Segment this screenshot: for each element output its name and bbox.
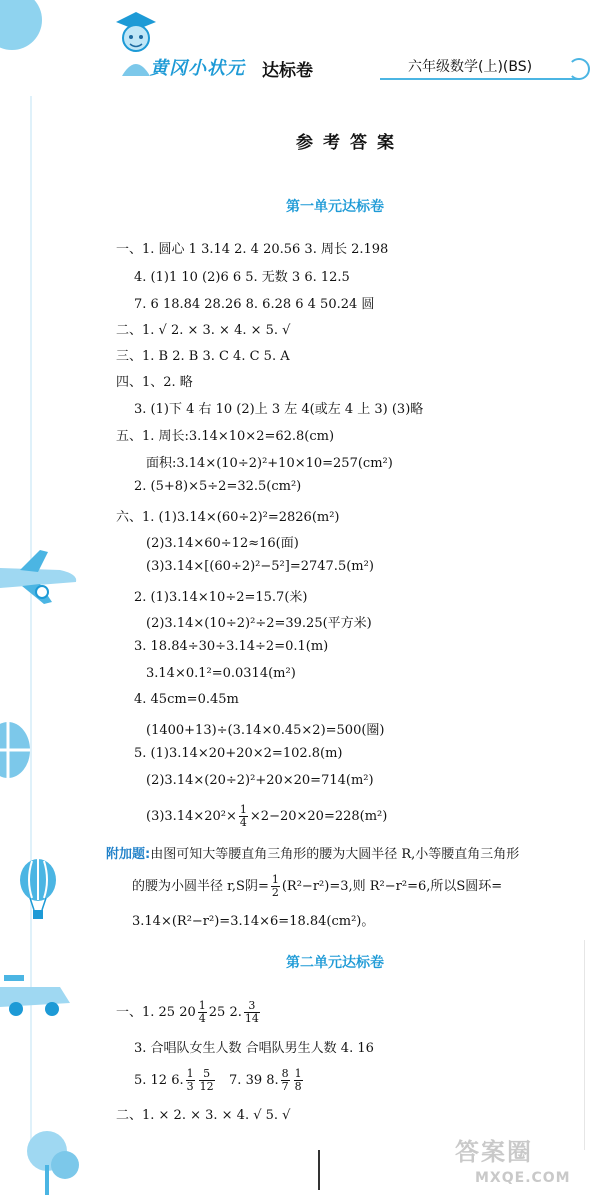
fraction-1-8: $\frac{1}{8}$ bbox=[294, 1067, 302, 1093]
tree-icon bbox=[15, 1125, 85, 1195]
u2-line-1: 一、1. 25 20 $\frac{1}{4}$ 25 2. $\frac{3}{14}$ bbox=[116, 999, 259, 1025]
fraction-one-half: $\frac{1}{2}$ bbox=[271, 873, 279, 899]
bonus-line-3: 3.14×(R²−r²)=3.14×6=18.84(cm²)。 bbox=[132, 914, 375, 929]
unit1-title: 第一单元达标卷 bbox=[286, 199, 384, 215]
u1-line-5: 三、1. B 2. B 3. C 4. C 5. A bbox=[116, 349, 290, 364]
u1-line-2: 4. (1)1 10 (2)6 6 5. 无数 3 6. 12.5 bbox=[134, 270, 350, 285]
u1-line-22 bbox=[146, 804, 387, 829]
logo-suffix: 达标卷 bbox=[262, 61, 313, 81]
page-title: 参考答案 bbox=[296, 133, 404, 153]
swirl-icon bbox=[568, 58, 590, 80]
vehicle-icon bbox=[0, 965, 72, 1021]
u2-line-2: 3. 合唱队女生人数 合唱队男生人数 4. 16 bbox=[134, 1041, 374, 1056]
watermark-logo: 答案圈 bbox=[455, 1138, 533, 1166]
bonus-line-1: 附加题:由图可知大等腰直角三角形的腰为大圆半径 R,小等腰直角三角形 bbox=[106, 847, 520, 862]
bonus-label: 附加题: bbox=[106, 847, 151, 862]
page-header bbox=[0, 0, 594, 96]
grade-label: 六年级数学(上)(BS) bbox=[408, 59, 533, 75]
u1-line-4: 二、1. √ 2. × 3. × 4. × 5. √ bbox=[116, 323, 291, 338]
u2-line-4: 二、1. × 2. × 3. × 4. √ 5. √ bbox=[116, 1108, 291, 1123]
fraction-5-12: $\frac{5}{12}$ bbox=[199, 1067, 214, 1093]
u1-line-16: 3. 18.84÷30÷3.14÷2=0.1(m) bbox=[134, 639, 329, 654]
u1-line-22-a: (3)3.14×20²× bbox=[146, 809, 237, 824]
u1-line-18: 4. 45cm=0.45m bbox=[134, 692, 239, 707]
right-margin-line bbox=[584, 940, 585, 1150]
u1-line-15: (2)3.14×(10÷2)²÷2=39.25(平方米) bbox=[146, 616, 372, 631]
logo-text: 黄冈小状元 bbox=[150, 58, 245, 79]
fraction-8-7: $\frac{8}{7}$ bbox=[281, 1067, 289, 1093]
u1-line-20: 5. (1)3.14×20+20×2=102.8(m) bbox=[134, 746, 343, 761]
fraction-one-quarter: $\frac{1}{4}$ bbox=[239, 803, 247, 829]
u1-line-6: 四、1、2. 略 bbox=[116, 375, 193, 390]
u1-line-3: 7. 6 18.84 28.26 8. 6.28 6 4 50.24 圆 bbox=[134, 297, 375, 312]
bonus-line-2: 的腰为小圆半径 r,S阴= $\frac{1}{2}$ (R²−r²)=3,则 R²−r²=6,所以S圆环= bbox=[132, 873, 503, 899]
u1-line-22-b: ×2−20×20=228(m²) bbox=[249, 809, 388, 824]
unit2-title: 第二单元达标卷 bbox=[286, 955, 384, 971]
u1-line-13: (3)3.14×[(60÷2)²−5²]=2747.5(m²) bbox=[146, 559, 374, 574]
watermark-url: MXQE.COM bbox=[475, 1170, 571, 1186]
u1-line-17: 3.14×0.1²=0.0314(m²) bbox=[146, 666, 296, 681]
pen-mark bbox=[318, 1150, 320, 1190]
airplane-icon bbox=[0, 548, 80, 606]
u1-line-1: 一、1. 圆心 1 3.14 2. 4 20.56 3. 周长 2.198 bbox=[116, 242, 389, 257]
fraction-3-14: $\frac{3}{14}$ bbox=[244, 999, 259, 1025]
ball-icon bbox=[0, 720, 36, 780]
u2-line-3: 5. 12 6. $\frac{1}{3}$ $\frac{5}{12}$ 7. 39 8. $\frac{8}{7}$ $\frac{1}{8}$ bbox=[134, 1067, 302, 1093]
hot-air-balloon-icon bbox=[18, 858, 58, 922]
u1-line-12: (2)3.14×60÷12≈16(面) bbox=[146, 536, 299, 551]
u1-line-7: 3. (1)下 4 右 10 (2)上 3 左 4(或左 4 上 3) (3)略 bbox=[134, 402, 424, 417]
fraction-1-4: $\frac{1}{4}$ bbox=[198, 999, 206, 1025]
sun-decoration bbox=[0, 0, 42, 50]
u1-line-10: 2. (5+8)×5÷2=32.5(cm²) bbox=[134, 479, 302, 494]
u1-line-11: 六、1. (1)3.14×(60÷2)²=2826(m²) bbox=[116, 510, 340, 525]
u1-line-8: 五、1. 周长:3.14×10×2=62.8(cm) bbox=[116, 429, 335, 444]
fraction-1-3: $\frac{1}{3}$ bbox=[186, 1067, 194, 1093]
u1-line-14: 2. (1)3.14×10÷2=15.7(米) bbox=[134, 590, 308, 605]
header-divider bbox=[380, 78, 580, 80]
u1-line-21: (2)3.14×(20÷2)²+20×20=714(m²) bbox=[146, 773, 374, 788]
u1-line-19: (1400+13)÷(3.14×0.45×2)=500(圈) bbox=[146, 723, 385, 738]
u1-line-9: 面积:3.14×(10÷2)²+10×10=257(cm²) bbox=[146, 456, 393, 471]
